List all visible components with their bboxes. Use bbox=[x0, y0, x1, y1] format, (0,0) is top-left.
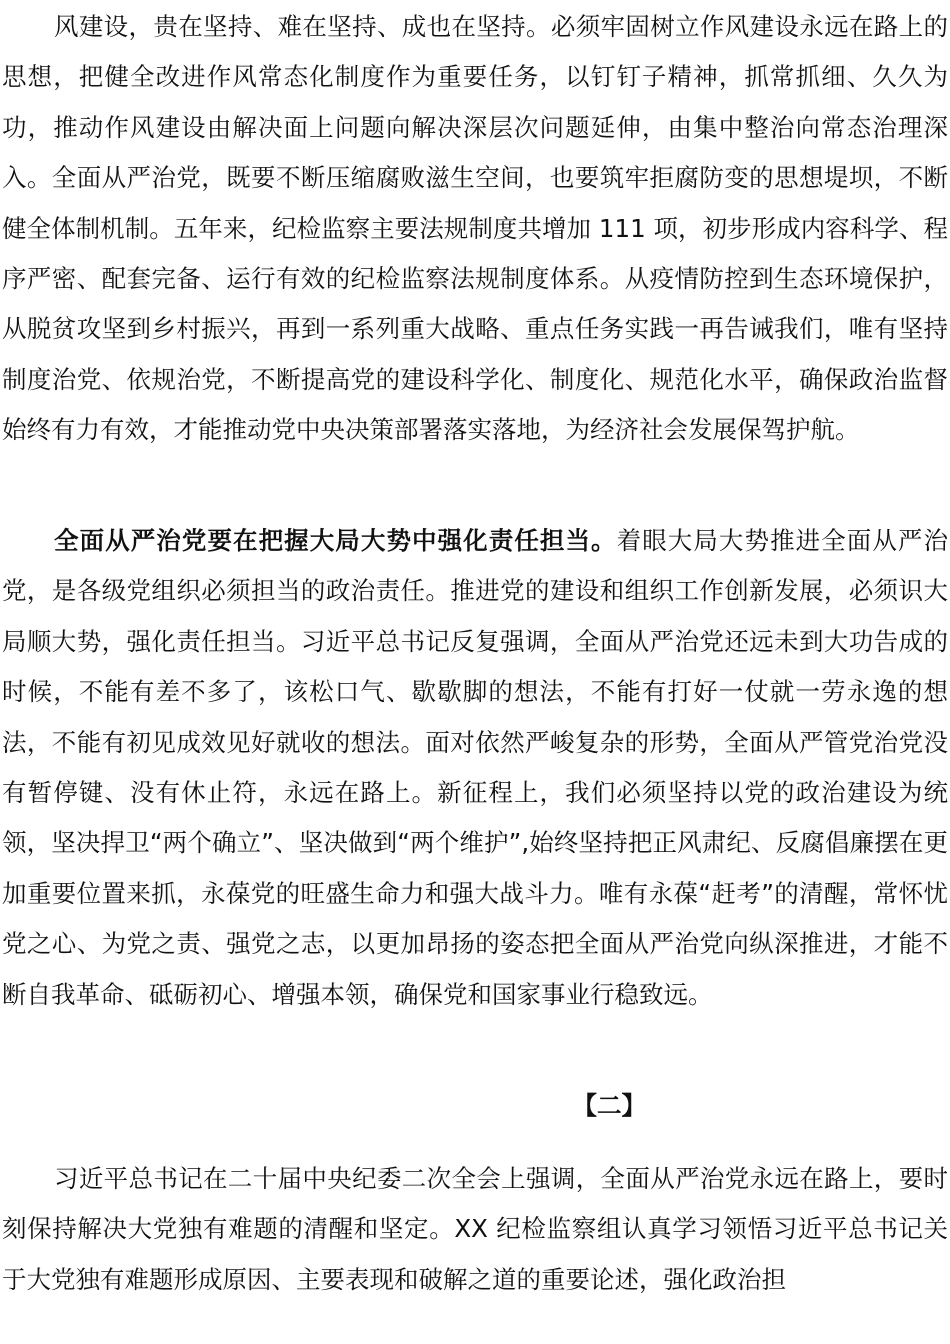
section-heading: 【二】 bbox=[572, 1091, 646, 1120]
paragraph-2-body: 着眼大局大势推进全面从严治党，是各级党组织必须担当的政治责任。推进党的建设和组织工作创新发展，必须识大局顺大势，强化责任担当。习近平总书记反复强调，全面从严治党还远未到大功告成的时候，不能有差不多了，该松口气、歇歇脚的想法，不能有打好一仗就一劳永逸的想法，不能有初见成效见好就收的想法。面对依然严峻复杂的形势，全面从严管党治党没有暂停键、没有休止符，永远在路上。新征程上，我们必须坚持以党的政治建设为统领，坚决捍卫“两个确立”、坚决做到“两个维护”,始终坚持把正风肃纪、反腐倡廉摆在更加重要位置来抓，永葆党的旺盛生命力和强大战斗力。唯有永葆“赶考”的清醒，常怀忧党之心、为党之责、强党之志，以更加昂扬的姿态把全面从严治党向纵深推进，才能不断自我革命、砥砺初心、增强本领，确保党和国家事业行稳致远。 bbox=[2, 526, 949, 1009]
paragraph-1: 风建设，贵在坚持、难在坚持、成也在坚持。必须牢固树立作风建设永远在路上的思想，把健全改进作风常态化制度作为重要任务，以钉钉子精神，抓常抓细、久久为功，推动作风建设由解决面上问题向解决深层次问题延伸，由集中整治向常态治理深入。全面从严治党，既要不断压缩腐败滋生空间，也要筑牢拒腐防变的思想堤坝，不断健全体制机制。五年来，纪检监察主要法规制度共增加 111 项，初步形成内容科学、程序严密、配套完备、运行有效的纪检监察法规制度体系。从疫情防控到生态环境保护，从脱贫攻坚到乡村振兴，再到一系列重大战略、重点任务实践一再告诫我们，唯有坚持制度治党、依规治党，不断提高党的建设科学化、制度化、规范化水平，确保政治监督始终有力有效，才能推动党中央决策部署落实落地，为经济社会发展保驾护航。 bbox=[2, 12, 948, 445]
paragraph-2 bbox=[2, 516, 948, 1020]
paragraph-2-lead-sentence: 全面从严治党要在把握大局大势中强化责任担当。 bbox=[54, 526, 617, 555]
paragraph-3: 习近平总书记在二十届中央纪委二次全会上强调，全面从严治党永远在路上，要时刻保持解决大党独有难题的清醒和坚定。XX 纪检监察组认真学习领悟习近平总书记关于大党独有难题形成原因、主要表现和破解之道的重要论述，强化政治担 bbox=[2, 1164, 948, 1294]
